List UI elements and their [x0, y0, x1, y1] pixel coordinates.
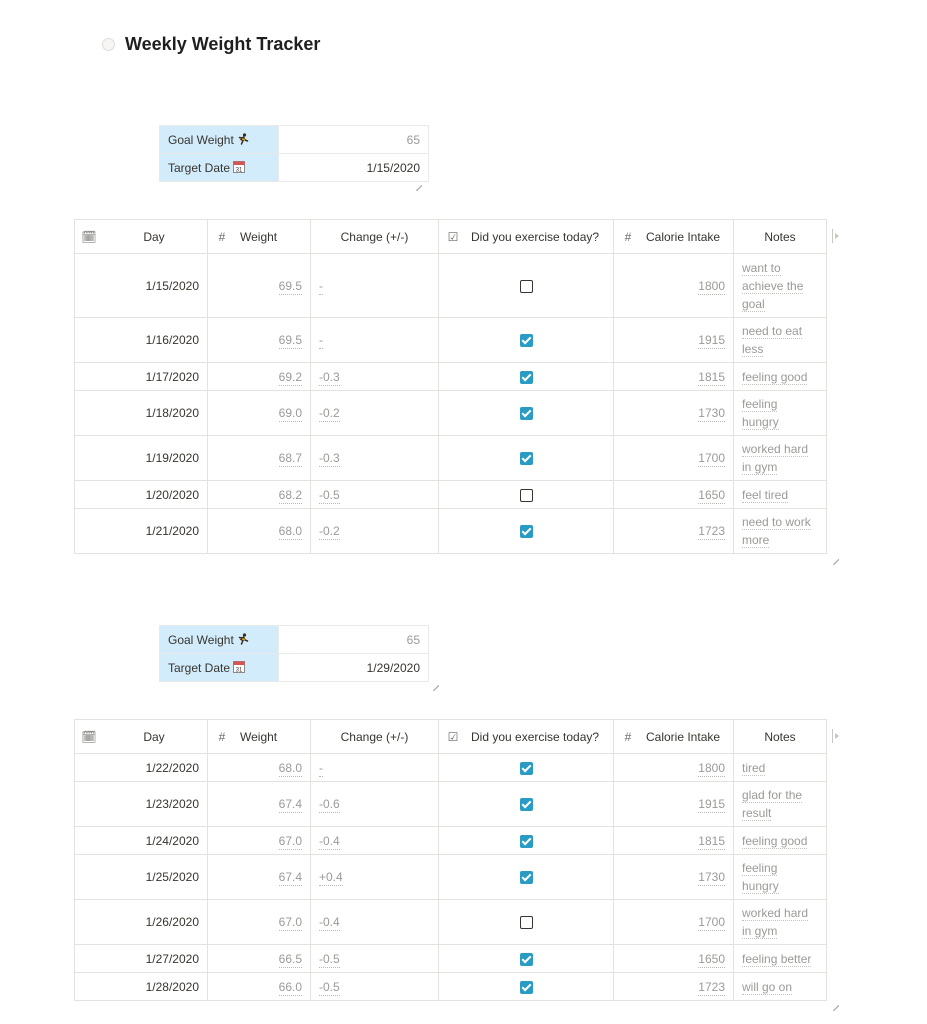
- calorie-cell[interactable]: [614, 481, 734, 509]
- table-row[interactable]: [75, 900, 827, 945]
- change-value: -: [319, 333, 323, 347]
- note-line: goal: [742, 296, 765, 311]
- table-row[interactable]: [75, 827, 827, 855]
- calorie-value: 1915: [698, 333, 725, 347]
- tracker-header-row: [75, 220, 827, 254]
- table-row[interactable]: [75, 254, 827, 318]
- weight-value: 68.2: [278, 487, 302, 502]
- add-column-handle[interactable]: [831, 729, 841, 743]
- column-header-calorie[interactable]: [614, 220, 734, 254]
- notes-cell[interactable]: [734, 945, 827, 973]
- note-line: want to: [742, 260, 781, 275]
- checkbox-icon: ☑: [447, 229, 459, 244]
- calorie-value: 1650: [698, 951, 725, 966]
- add-column-handle[interactable]: [831, 229, 841, 243]
- notes-cell[interactable]: [734, 363, 827, 391]
- goal-table: [159, 625, 429, 682]
- hash-icon: #: [218, 729, 226, 744]
- notes-cell[interactable]: [734, 481, 827, 509]
- table-row[interactable]: [75, 391, 827, 436]
- target-date-label-cell[interactable]: [160, 154, 279, 182]
- change-value: -0.5: [319, 951, 340, 966]
- table-row[interactable]: [75, 509, 827, 554]
- table-row[interactable]: [75, 481, 827, 509]
- weight-value: 67.0: [278, 833, 302, 848]
- column-label: Did you exercise today?: [471, 229, 600, 244]
- note-line: less: [742, 342, 764, 356]
- day-cell[interactable]: 1/27/2020: [75, 945, 208, 973]
- column-header-exercise[interactable]: [439, 220, 614, 254]
- exercise-cell[interactable]: [439, 855, 614, 900]
- goal-table: [159, 125, 429, 182]
- exercise-cell[interactable]: [439, 945, 614, 973]
- note-line: feeling better: [742, 951, 812, 966]
- note-line: hungry: [742, 879, 779, 893]
- notes-cell[interactable]: [734, 827, 827, 855]
- day-cell[interactable]: 1/15/2020: [75, 254, 208, 318]
- note-line: worked hard: [742, 442, 809, 456]
- day-cell[interactable]: 1/20/2020: [75, 481, 208, 509]
- day-cell[interactable]: 1/18/2020: [75, 391, 208, 436]
- note-line: in gym: [742, 924, 778, 938]
- calorie-value: 1730: [698, 406, 725, 420]
- exercise-checkbox[interactable]: [520, 407, 533, 420]
- notes-cell[interactable]: [734, 318, 827, 363]
- column-header-exercise[interactable]: [439, 720, 614, 754]
- change-cell[interactable]: [311, 436, 439, 481]
- calorie-value: 1915: [698, 797, 725, 811]
- notes-cell[interactable]: [734, 782, 827, 827]
- goal-weight-row: [160, 626, 429, 654]
- column-header-weight[interactable]: [208, 220, 311, 254]
- page-header: [100, 30, 320, 58]
- notes-cell[interactable]: [734, 900, 827, 945]
- change-value: -0.3: [319, 369, 340, 384]
- column-label: Calorie Intake: [646, 729, 721, 744]
- note-line: need to eat: [742, 324, 803, 338]
- weight-value: 67.0: [278, 915, 302, 929]
- day-cell[interactable]: 1/22/2020: [75, 754, 208, 782]
- change-value: +0.4: [319, 870, 343, 884]
- table-row[interactable]: [75, 945, 827, 973]
- weight-value: 69.2: [278, 369, 302, 384]
- hash-icon: #: [624, 229, 632, 244]
- exercise-checkbox[interactable]: [520, 280, 533, 293]
- exercise-checkbox[interactable]: [520, 371, 533, 384]
- weight-cell[interactable]: [208, 254, 311, 318]
- exercise-cell[interactable]: [439, 481, 614, 509]
- change-cell[interactable]: [311, 481, 439, 509]
- calorie-value: 1800: [698, 278, 725, 293]
- change-cell[interactable]: [311, 754, 439, 782]
- calendar-31-icon: [230, 161, 245, 175]
- exercise-checkbox[interactable]: [520, 525, 533, 538]
- weight-value: 66.5: [278, 951, 302, 966]
- calorie-cell[interactable]: [614, 945, 734, 973]
- target-date-row: [160, 154, 429, 182]
- tracker-table: [74, 219, 827, 554]
- goal-weight-label-cell[interactable]: [160, 126, 279, 154]
- exercise-cell[interactable]: [439, 391, 614, 436]
- weight-value: 67.4: [278, 870, 302, 884]
- page-circle-icon: [102, 38, 115, 51]
- table-row[interactable]: [75, 436, 827, 481]
- calorie-value: 1723: [698, 524, 725, 538]
- exercise-cell[interactable]: [439, 363, 614, 391]
- weight-value: 69.5: [278, 278, 302, 293]
- column-header-day[interactable]: [75, 220, 208, 254]
- calorie-cell[interactable]: [614, 436, 734, 481]
- exercise-checkbox[interactable]: [520, 762, 533, 775]
- goal-weight-row: [160, 126, 429, 154]
- exercise-cell[interactable]: [439, 782, 614, 827]
- weight-cell[interactable]: [208, 945, 311, 973]
- weight-cell[interactable]: [208, 900, 311, 945]
- change-cell[interactable]: [311, 855, 439, 900]
- column-header-calorie[interactable]: [614, 720, 734, 754]
- calorie-cell[interactable]: [614, 754, 734, 782]
- checkbox-icon: ☑: [447, 729, 459, 744]
- weight-cell[interactable]: [208, 436, 311, 481]
- calorie-value: 1700: [698, 915, 725, 929]
- table-resize-handle[interactable]: [432, 684, 440, 692]
- note-line: result: [742, 806, 772, 820]
- change-value: -0.3: [319, 451, 340, 465]
- exercise-cell[interactable]: [439, 436, 614, 481]
- weight-cell[interactable]: [208, 973, 311, 1001]
- calendar-31-icon: [230, 661, 245, 675]
- day-cell[interactable]: 1/24/2020: [75, 827, 208, 855]
- calorie-cell[interactable]: [614, 363, 734, 391]
- change-cell[interactable]: [311, 363, 439, 391]
- note-line: feel tired: [742, 487, 789, 502]
- goal-weight-label: Goal Weight: [168, 632, 234, 647]
- column-header-notes[interactable]: [734, 720, 827, 754]
- note-line: feeling: [742, 397, 778, 411]
- calendar-icon: 🗓: [81, 729, 97, 744]
- notes-cell[interactable]: [734, 509, 827, 554]
- weight-cell[interactable]: [208, 481, 311, 509]
- note-line: tired: [742, 760, 766, 775]
- calorie-value: 1700: [698, 451, 725, 465]
- calorie-value: 1650: [698, 487, 725, 502]
- calorie-cell[interactable]: [614, 318, 734, 363]
- day-cell[interactable]: 1/26/2020: [75, 900, 208, 945]
- weight-value: 69.0: [278, 406, 302, 420]
- runner-icon: [234, 633, 249, 647]
- exercise-cell[interactable]: [439, 754, 614, 782]
- exercise-cell[interactable]: [439, 509, 614, 554]
- goal-weight-label: Goal Weight: [168, 132, 234, 147]
- weight-value: 68.7: [278, 451, 302, 465]
- exercise-checkbox[interactable]: [520, 452, 533, 465]
- calorie-cell[interactable]: [614, 391, 734, 436]
- column-label: Change (+/-): [340, 229, 409, 244]
- note-line: need to work: [742, 515, 811, 529]
- change-value: -0.6: [319, 797, 340, 811]
- note-line: will go on: [742, 979, 793, 994]
- exercise-cell[interactable]: [439, 318, 614, 363]
- change-value: -0.4: [319, 833, 340, 848]
- calorie-value: 1800: [698, 760, 725, 775]
- change-value: -0.2: [319, 524, 340, 538]
- note-line: in gym: [742, 460, 778, 474]
- table-row[interactable]: [75, 855, 827, 900]
- change-value: -0.4: [319, 915, 340, 929]
- column-header-weight[interactable]: [208, 720, 311, 754]
- table-row[interactable]: [75, 318, 827, 363]
- calorie-value: 1815: [698, 369, 725, 384]
- note-line: more: [742, 533, 770, 547]
- calorie-cell[interactable]: [614, 973, 734, 1001]
- notes-cell[interactable]: [734, 754, 827, 782]
- target-date-row: [160, 654, 429, 682]
- page-title[interactable]: Weekly Weight Tracker: [125, 33, 321, 54]
- goal-weight-label-cell[interactable]: [160, 626, 279, 654]
- change-cell[interactable]: [311, 827, 439, 855]
- exercise-checkbox[interactable]: [520, 916, 533, 929]
- change-cell[interactable]: [311, 900, 439, 945]
- day-cell[interactable]: 1/16/2020: [75, 318, 208, 363]
- notes-cell[interactable]: [734, 973, 827, 1001]
- exercise-checkbox[interactable]: [520, 835, 533, 848]
- table-row[interactable]: [75, 782, 827, 827]
- day-cell[interactable]: 1/25/2020: [75, 855, 208, 900]
- change-cell[interactable]: [311, 509, 439, 554]
- change-cell[interactable]: [311, 945, 439, 973]
- exercise-cell[interactable]: [439, 827, 614, 855]
- runner-icon: [234, 133, 249, 147]
- change-value: -0.5: [319, 979, 340, 994]
- svg-text:31: 31: [235, 167, 243, 173]
- column-label: Notes: [764, 729, 796, 744]
- target-date-label-cell[interactable]: [160, 654, 279, 682]
- weight-cell[interactable]: [208, 782, 311, 827]
- calorie-cell[interactable]: [614, 827, 734, 855]
- target-date-value[interactable]: 1/29/2020: [279, 654, 429, 682]
- change-cell[interactable]: [311, 973, 439, 1001]
- goal-weight-value[interactable]: 65: [279, 126, 429, 154]
- change-cell[interactable]: [311, 782, 439, 827]
- calorie-cell[interactable]: [614, 254, 734, 318]
- hash-icon: #: [218, 229, 226, 244]
- weight-cell[interactable]: [208, 855, 311, 900]
- table-row[interactable]: [75, 363, 827, 391]
- calorie-value: 1723: [698, 979, 725, 994]
- notes-cell[interactable]: [734, 391, 827, 436]
- note-line: hungry: [742, 415, 779, 429]
- weight-cell[interactable]: [208, 509, 311, 554]
- calorie-cell[interactable]: [614, 782, 734, 827]
- column-header-day[interactable]: [75, 720, 208, 754]
- weight-value: 68.0: [278, 760, 302, 775]
- calorie-cell[interactable]: [614, 509, 734, 554]
- goal-weight-value[interactable]: 65: [279, 626, 429, 654]
- exercise-cell[interactable]: [439, 973, 614, 1001]
- table-row[interactable]: [75, 754, 827, 782]
- calorie-cell[interactable]: [614, 900, 734, 945]
- column-label: Change (+/-): [340, 729, 409, 744]
- day-cell[interactable]: 1/23/2020: [75, 782, 208, 827]
- column-label: Calorie Intake: [646, 229, 721, 244]
- exercise-cell[interactable]: [439, 254, 614, 318]
- note-line: feeling good: [742, 833, 808, 848]
- note-line: feeling good: [742, 369, 808, 384]
- svg-text:31: 31: [235, 667, 243, 673]
- weight-cell[interactable]: [208, 318, 311, 363]
- change-value: -0.5: [319, 487, 340, 502]
- weight-value: 68.0: [278, 524, 302, 538]
- column-header-change[interactable]: [311, 720, 439, 754]
- change-value: -0.2: [319, 406, 340, 420]
- weight-cell[interactable]: [208, 363, 311, 391]
- calorie-value: 1730: [698, 870, 725, 884]
- column-header-change[interactable]: [311, 220, 439, 254]
- target-date-label: Target Date: [168, 160, 231, 175]
- tracker-table: [74, 719, 827, 1001]
- note-line: glad for the: [742, 788, 803, 802]
- change-value: -: [319, 760, 323, 775]
- calendar-icon: 🗓: [81, 229, 97, 244]
- weight-cell[interactable]: [208, 827, 311, 855]
- hash-icon: #: [624, 729, 632, 744]
- notes-cell[interactable]: [734, 436, 827, 481]
- note-line: feeling: [742, 861, 778, 875]
- column-label: Weight: [240, 229, 278, 244]
- calorie-value: 1815: [698, 833, 725, 848]
- day-cell[interactable]: 1/17/2020: [75, 363, 208, 391]
- note-line: achieve the: [742, 278, 804, 293]
- calorie-cell[interactable]: [614, 855, 734, 900]
- notes-cell[interactable]: [734, 855, 827, 900]
- exercise-checkbox[interactable]: [520, 871, 533, 884]
- column-label: Day: [143, 729, 165, 744]
- exercise-checkbox[interactable]: [520, 953, 533, 966]
- notes-cell[interactable]: [734, 254, 827, 318]
- weight-value: 67.4: [278, 797, 302, 811]
- day-cell[interactable]: 1/19/2020: [75, 436, 208, 481]
- change-cell[interactable]: [311, 318, 439, 363]
- table-resize-handle[interactable]: [832, 558, 840, 566]
- change-cell[interactable]: [311, 391, 439, 436]
- change-cell[interactable]: [311, 254, 439, 318]
- table-resize-handle[interactable]: [832, 1004, 840, 1012]
- column-header-notes[interactable]: [734, 220, 827, 254]
- day-cell[interactable]: 1/21/2020: [75, 509, 208, 554]
- exercise-checkbox[interactable]: [520, 981, 533, 994]
- weight-value: 69.5: [278, 333, 302, 347]
- exercise-cell[interactable]: [439, 900, 614, 945]
- target-date-value[interactable]: 1/15/2020: [279, 154, 429, 182]
- target-date-label: Target Date: [168, 660, 231, 675]
- exercise-checkbox[interactable]: [520, 334, 533, 347]
- table-row[interactable]: [75, 973, 827, 1001]
- note-line: worked hard: [742, 906, 809, 920]
- change-value: -: [319, 278, 323, 293]
- weight-cell[interactable]: [208, 754, 311, 782]
- exercise-checkbox[interactable]: [520, 798, 533, 811]
- weight-value: 66.0: [278, 979, 302, 994]
- column-label: Did you exercise today?: [471, 729, 600, 744]
- day-cell[interactable]: 1/28/2020: [75, 973, 208, 1001]
- column-label: Weight: [240, 729, 278, 744]
- tracker-header-row: [75, 720, 827, 754]
- table-resize-handle[interactable]: [415, 184, 423, 192]
- column-label: Notes: [764, 229, 796, 244]
- exercise-checkbox[interactable]: [520, 489, 533, 502]
- column-label: Day: [143, 229, 165, 244]
- weight-cell[interactable]: [208, 391, 311, 436]
